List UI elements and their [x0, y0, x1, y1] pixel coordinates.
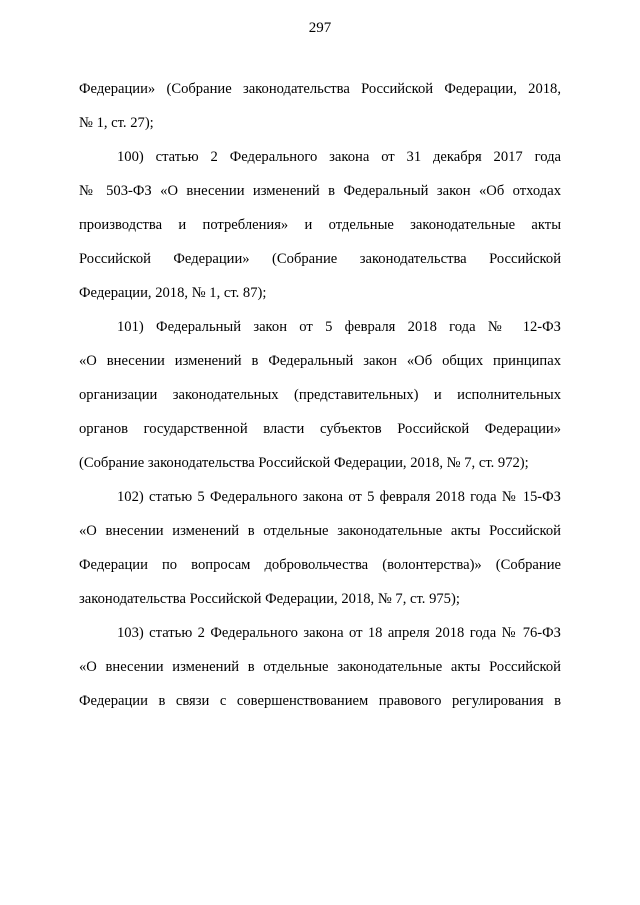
- text-line: № 503-ФЗ «О внесении изменений в Федеральный закон «Об отходах: [79, 183, 561, 199]
- paragraph-item-103: [79, 616, 561, 718]
- text-line: Федерации, 2018, № 1, ст. 87);: [79, 285, 267, 301]
- text-line: организации законодательных (представительных) и исполнительных: [79, 387, 561, 403]
- text-line: Федерации по вопросам добровольчества (волонтерства)» (Собрание: [79, 557, 561, 573]
- page-number: 297: [308, 20, 332, 36]
- text-line: 103) статью 2 Федерального закона от 18 апреля 2018 года № 76-ФЗ: [117, 625, 561, 641]
- text-line: Федерации в связи с совершенствованием правового регулирования в: [79, 693, 561, 709]
- text-line: «О внесении изменений в Федеральный закон «Об общих принципах: [79, 353, 561, 369]
- text-line: «О внесении изменений в отдельные законодательные акты Российской: [79, 659, 561, 675]
- text-line: (Собрание законодательства Российской Федерации, 2018, № 7, ст. 972);: [79, 455, 529, 471]
- document-body: [79, 72, 561, 718]
- text-line: № 1, ст. 27);: [79, 115, 154, 131]
- paragraph-item-100: [79, 140, 561, 310]
- paragraph-continuation: [79, 72, 561, 140]
- text-line: органов государственной власти субъектов Российской Федерации»: [79, 421, 561, 437]
- text-line: «О внесении изменений в отдельные законодательные акты Российской: [79, 523, 561, 539]
- paragraph-item-101: [79, 310, 561, 480]
- text-line: Федерации» (Собрание законодательства Российской Федерации, 2018,: [79, 81, 561, 97]
- text-line: производства и потребления» и отдельные законодательные акты: [79, 217, 561, 233]
- text-line: законодательства Российской Федерации, 2018, № 7, ст. 975);: [79, 591, 460, 607]
- text-line: 100) статью 2 Федерального закона от 31 декабря 2017 года: [117, 149, 561, 165]
- text-line: 102) статью 5 Федерального закона от 5 февраля 2018 года № 15-ФЗ: [117, 489, 561, 505]
- paragraph-item-102: [79, 480, 561, 616]
- text-line: 101) Федеральный закон от 5 февраля 2018 года № 12-ФЗ: [117, 319, 561, 335]
- text-line: Российской Федерации» (Собрание законодательства Российской: [79, 251, 561, 267]
